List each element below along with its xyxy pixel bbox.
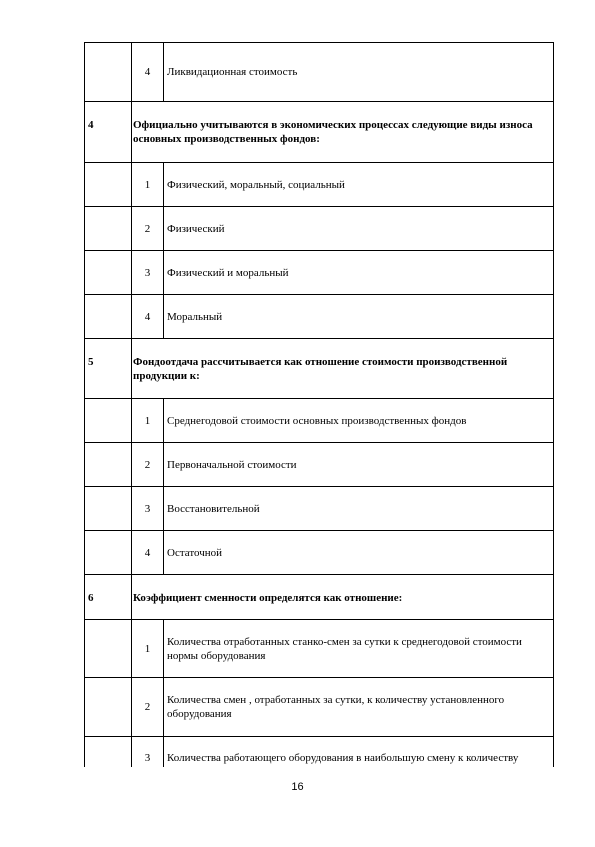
question-number: 4 [85,102,132,163]
blank-cell [85,487,132,531]
option-number: 2 [132,443,164,487]
question-row [85,575,554,620]
blank-cell [85,531,132,575]
question-row [85,102,554,163]
option-text: Среднегодовой стоимости основных производственных фондов [164,399,554,443]
option-text: Физический и моральный [164,251,554,295]
option-row [85,207,554,251]
option-text: Ликвидационная стоимость [164,43,554,102]
option-row [85,399,554,443]
blank-cell [85,207,132,251]
blank-cell [85,399,132,443]
option-row [85,251,554,295]
blank-cell [85,163,132,207]
question-text: Коэффициент сменности определятся как отношение: [132,575,554,620]
option-row [85,295,554,339]
question-number: 5 [85,339,132,399]
page-bottom-margin [82,767,555,847]
option-row [85,620,554,678]
option-row [85,443,554,487]
question-text: Официально учитываются в экономических процессах следующие виды износа основных производственных фондов: [132,102,554,163]
option-text: Количества смен , отработанных за сутки, к количеству установленного оборудования [164,678,554,737]
option-number: 2 [132,678,164,737]
option-number: 1 [132,163,164,207]
blank-cell [85,443,132,487]
option-number: 2 [132,207,164,251]
option-number: 1 [132,399,164,443]
blank-cell [85,251,132,295]
option-number: 3 [132,251,164,295]
option-text: Количества отработанных станко-смен за сутки к среднегодовой стоимости нормы оборудования [164,620,554,678]
blank-cell [85,295,132,339]
option-row [85,531,554,575]
option-number: 3 [132,737,164,797]
option-text: Первоначальной стоимости [164,443,554,487]
option-text: Количества работающего оборудования в наибольшую смену к количеству [164,737,554,797]
option-number: 4 [132,531,164,575]
option-row [85,678,554,737]
option-number: 1 [132,620,164,678]
option-text: Физический [164,207,554,251]
blank-cell [85,678,132,737]
option-number: 4 [132,295,164,339]
question-text: Фондоотдача рассчитывается как отношение стоимости производственной продукции к: [132,339,554,399]
option-text: Физический, моральный, социальный [164,163,554,207]
blank-cell [85,620,132,678]
option-number: 3 [132,487,164,531]
option-row [85,487,554,531]
page-number: 16 [291,781,304,793]
option-number: 4 [132,43,164,102]
question-number: 6 [85,575,132,620]
option-text: Моральный [164,295,554,339]
option-text: Восстановительной [164,487,554,531]
option-row [85,43,554,102]
question-row [85,339,554,399]
test-questions-table [84,42,554,797]
blank-cell [85,43,132,102]
option-text: Остаточной [164,531,554,575]
option-row [85,163,554,207]
